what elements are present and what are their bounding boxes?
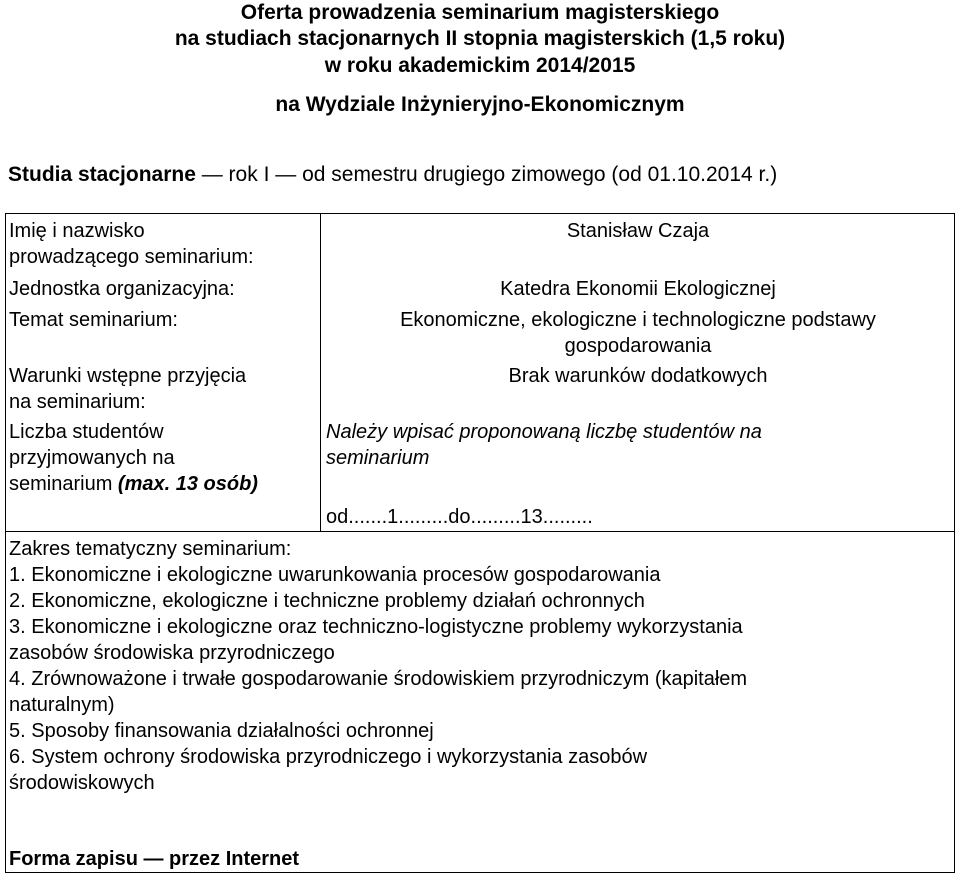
scope-item: 1. Ekonomiczne i ekologiczne uwarunkowania procesów gospodarowania: [9, 564, 661, 586]
count-label-line-3: [9, 471, 314, 497]
scope-item: zasobów środowiska przyrodniczego: [9, 642, 335, 664]
section-divider: [6, 531, 954, 532]
scope-item: środowiskowych: [9, 772, 155, 794]
scope-section: [9, 536, 949, 796]
topic-value-line-2: gospodarowania: [564, 335, 712, 357]
topic-label: Temat seminarium:: [9, 309, 178, 331]
count-label-seminarium: seminarium: [9, 473, 118, 495]
name-value: Stanisław Czaja: [566, 220, 710, 242]
count-range: od.......1.........do.........13.........: [326, 506, 593, 528]
conditions-label-line-2: na seminarium:: [9, 391, 146, 413]
scope-item: naturalnym): [9, 694, 115, 716]
count-label-line-2: przyjmowanych na: [9, 447, 175, 469]
conditions-label-line-1: Warunki wstępne przyjęcia: [9, 365, 247, 387]
count-instruction-line-2: seminarium: [326, 447, 430, 469]
header-faculty: na Wydziale Inżynieryjno-Ekonomicznym: [275, 93, 685, 116]
count-label-line-1: Liczba studentów: [9, 421, 164, 443]
column-divider: [320, 214, 321, 531]
scope-item: 2. Ekonomiczne, ekologiczne i techniczne problemy działań ochronnych: [9, 590, 645, 612]
registration-form-note: Forma zapisu — przez Internet: [9, 848, 300, 870]
unit-label: Jednostka organizacyjna:: [9, 278, 235, 300]
conditions-value: Brak warunków dodatkowych: [508, 365, 768, 387]
scope-item: 6. System ochrony środowiska przyrodniczego i wykorzystania zasobów: [9, 746, 648, 768]
header-title: Oferta prowadzenia seminarium magisterskiego: [240, 1, 720, 24]
scope-label: Zakres tematyczny seminarium:: [9, 538, 292, 560]
name-label-line-2: prowadzącego seminarium:: [9, 246, 254, 268]
header-academic-year: w roku akademickim 2014/2015: [324, 54, 636, 77]
scope-item: 5. Sposoby finansowania działalności ochronnej: [9, 720, 434, 742]
count-instruction-line-1: Należy wpisać proponowaną liczbę studentów na: [326, 421, 762, 443]
header-study-level: na studiach stacjonarnych II stopnia magisterskich (1,5 roku): [174, 27, 786, 50]
study-mode-rest: — rok I — od semestru drugiego zimowego (od 01.10.2014 r.): [195, 163, 778, 186]
name-label: [9, 218, 314, 270]
study-mode-line: [8, 162, 777, 188]
topic-value: [323, 307, 953, 359]
count-label-max: (max. 13 osób): [117, 473, 258, 495]
topic-value-line-1: Ekonomiczne, ekologiczne i technologiczne podstawy: [400, 309, 876, 331]
seminar-form-table: [5, 213, 955, 873]
scope-item: 3. Ekonomiczne i ekologiczne oraz techniczno-logistyczne problemy wykorzystania: [9, 616, 743, 638]
unit-value: Katedra Ekonomii Ekologicznej: [500, 278, 776, 300]
conditions-label: [9, 363, 314, 415]
name-label-line-1: Imię i nazwisko: [9, 220, 145, 242]
count-instruction: [326, 419, 956, 471]
study-mode-bold: Studia stacjonarne: [8, 163, 196, 186]
count-label: [9, 419, 314, 497]
scope-item: 4. Zrównoważone i trwałe gospodarowanie środowiskiem przyrodniczym (kapitałem: [9, 668, 748, 690]
